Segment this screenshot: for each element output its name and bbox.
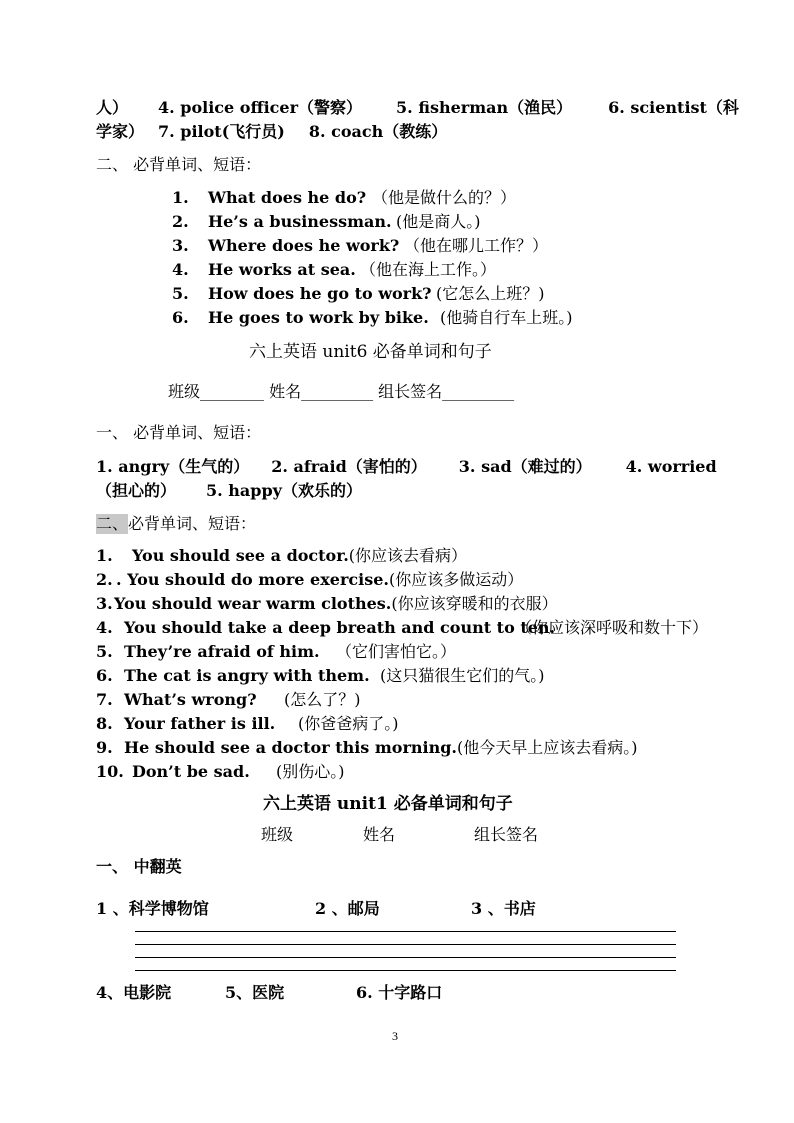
section-heading: 二、必背单词、短语： [96,514,257,533]
vocab-line-2 [96,481,362,501]
sentence-cn: （他是做什么的？） [372,188,517,207]
sentence-row: 5. They’re afraid of him. （它们害怕它。） [96,642,457,661]
sentence-en: You should take a deep breath and count to ten. [124,618,556,637]
sign-label: 组长签名 [474,825,539,844]
translate-item: 5、医院 [225,983,285,1002]
sentence-cn: （你应该深呼吸和数十下） [516,618,709,637]
sentence-row: 7. What’s wrong? (怎么了？) [96,690,361,709]
sentence-cn: (你应该多做运动） [388,570,524,589]
sentence-en: Where does he work? [208,236,400,255]
sentence-row: 5. How does he go to work? (它怎么上班？) [172,284,545,303]
sentence-en: He goes to work by bike. [208,308,429,327]
translate-row [96,899,536,919]
answer-line [135,931,676,932]
answer-line [135,957,676,958]
sentence-cn: （他在哪儿工作？） [404,236,549,255]
vocab-line-1 [96,457,717,477]
sentence-row: 1. What does he do? （他是做什么的？） [172,188,517,207]
sentence-en: What’s wrong? [124,690,257,709]
vocab-item: 4. worried [625,457,717,476]
sentence-cn: (他骑自行车上班。) [440,308,573,327]
sentence-en: He should see a doctor this morning. [124,738,457,757]
sentence-row: 8. Your father is ill. (你爸爸病了。) [96,714,399,733]
sentence-en: He’s a businessman. [208,212,392,231]
sentence-row: 1. You should see a doctor.(你应该去看病） [96,546,468,565]
sentence-en: He works at sea. [208,260,356,279]
vocab-item: 5. happy（欢乐的） [206,481,362,500]
translate-item: 2 、邮局 [315,899,380,918]
vocab-item: 4. police officer（警察） [158,98,363,117]
vocab-line-2 [96,122,447,142]
sentence-cn: (你爸爸病了。) [298,714,399,733]
sentence-cn: (这只猫很生它们的气。) [380,666,545,685]
vocab-item: 6. scientist（科 [608,98,739,117]
vocab-item: 学家） [96,122,145,141]
vocab-item: 8. coach（教练） [308,122,448,141]
section-heading: 一、 中翻英 [96,857,182,876]
student-info-line: 班级________ 姓名_________ 组长签名_________ [168,382,515,401]
section-heading: 一、 必背单词、短语： [96,423,262,442]
vocab-item: 3. sad（难过的） [458,457,592,476]
translate-item: 1 、科学博物馆 [96,899,209,918]
sentence-en: Your father is ill. [124,714,276,733]
sentence-cn: (你应该穿暖和的衣服） [391,594,558,613]
sentence-row: 4. You should take a deep breath and count to ten.（你应该深呼吸和数十下） [96,618,709,637]
translate-row [96,983,442,1003]
sentence-cn: (你应该去看病） [348,546,468,565]
sentence-row: 10. Don’t be sad. (别伤心。) [96,762,345,781]
page-number: 3 [392,1029,398,1043]
sentence-en: . You should do more exercise. [116,570,389,589]
page-title: 六上英语 unit1 必备单词和句子 [263,794,513,814]
sentence-row: 2. He’s a businessman. (他是商人。) [172,212,481,231]
sentence-en: What does he do? [208,188,367,207]
sentence-row: 6. The cat is angry with them. (这只猫很生它们的气。) [96,666,545,685]
class-label: 班级 [261,825,294,844]
translate-item: 4、电影院 [96,983,172,1002]
answer-line [135,970,676,971]
vocab-line-1 [96,98,739,118]
sentence-en: Don’t be sad. [132,762,250,781]
vocab-item: 人） [96,98,129,117]
sentence-row: 3. Where does he work? （他在哪儿工作？） [172,236,549,255]
sentence-en: You should wear warm clothes. [114,594,392,613]
section-heading: 二、 必背单词、短语： [96,155,262,174]
highlighted-mark: 二、 [96,514,129,533]
sentence-cn: （他在海上工作。） [360,260,497,279]
vocab-item: 5. fisherman（渔民） [396,98,573,117]
translate-item: 6. 十字路口 [356,983,443,1002]
sentence-row: 3.You should wear warm clothes.(你应该穿暖和的衣服） [96,594,558,613]
student-info-line [261,825,538,845]
sentence-row: 9. He should see a doctor this morning.(他今天早上应该去看病。) [96,738,638,757]
sentence-row: 2. . You should do more exercise.(你应该多做运动） [96,570,524,589]
name-label: 姓名 [363,825,396,844]
vocab-item: （担心的） [96,481,177,500]
sentence-en: How does he go to work? [208,284,432,303]
answer-line [135,944,676,945]
sentence-en: You should see a doctor. [132,546,349,565]
page-title: 六上英语 unit6 必备单词和句子 [249,342,492,362]
sentence-en: They’re afraid of him. [124,642,320,661]
sentence-cn: (别伤心。) [276,762,345,781]
vocab-item: 1. angry（生气的） [96,457,250,476]
sentence-row: 6. He goes to work by bike. (他骑自行车上班。) [172,308,573,327]
sentence-en: The cat is angry with them. [124,666,370,685]
sentence-cn: (他今天早上应该去看病。) [457,738,638,757]
sentence-cn: (他是商人。) [396,212,481,231]
vocab-item: 7. pilot(飞行员) [158,122,285,141]
sentence-row: 4. He works at sea. （他在海上工作。） [172,260,497,279]
sentence-cn: (它怎么上班？) [436,284,545,303]
sentence-cn: （它们害怕它。） [336,642,457,661]
sentence-cn: (怎么了？) [284,690,361,709]
vocab-item: 2. afraid（害怕的） [271,457,427,476]
translate-item: 3 、书店 [471,899,536,918]
